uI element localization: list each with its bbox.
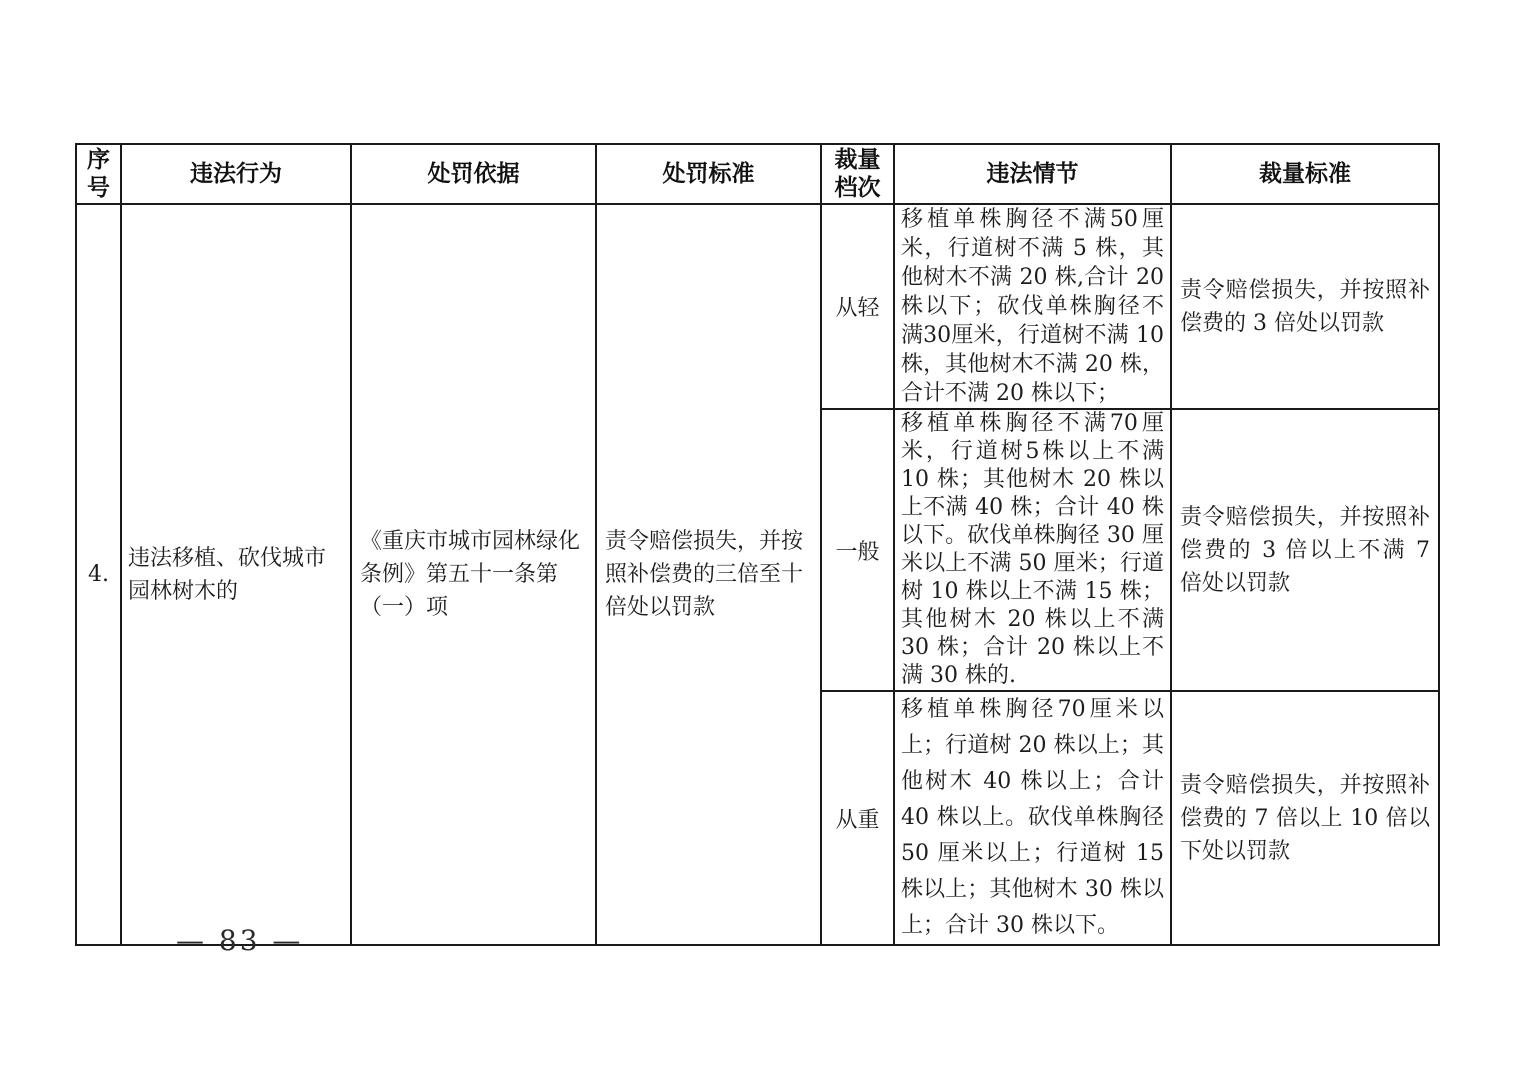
cell-discretion-light: 责令赔偿损失，并按照补偿费的 3 倍处以罚款: [1171, 204, 1439, 409]
cell-basis: 《重庆市城市园林绿化条例》第五十一条第（一）项: [351, 204, 596, 945]
cell-circumstances-heavy: 移植单株胸径70厘米以上；行道树 20 株以上；其他树木 40 株以上；合计 40 株以上。砍伐单株胸径 50 厘米以上；行道树 15 株以上；其他树木 30 株以上；合计 30 株以下。: [894, 691, 1171, 945]
cell-index: 4.: [76, 204, 121, 945]
col-header-circumstances: 违法情节: [894, 144, 1171, 204]
col-header-discretion: 裁量标准: [1171, 144, 1439, 204]
table-header-row: [76, 144, 1439, 204]
cell-behavior: 违法移植、砍伐城市园林树木的: [121, 204, 351, 945]
cell-tier-level-light: 从轻: [821, 204, 894, 409]
cell-tier-level-general: 一般: [821, 409, 894, 691]
page-number: — 83 —: [176, 924, 304, 957]
col-header-tier: 裁量档次: [821, 144, 894, 204]
col-header-behavior: 违法行为: [121, 144, 351, 204]
cell-discretion-general: 责令赔偿损失，并按照补偿费的 3 倍以上不满 7 倍处以罚款: [1171, 409, 1439, 691]
col-header-basis: 处罚依据: [351, 144, 596, 204]
penalty-discretion-table: [75, 143, 1440, 946]
cell-circumstances-general: 移植单株胸径不满70厘米，行道树5株以上不满 10 株；其他树木 20 株以上不满 40 株；合计 40 株以下。砍伐单株胸径 30 厘米以上不满 50 厘米；行道树 10 株以上不满 15 株；其他树木 20 株以上不满 30 株；合计 20 株以上不满 30 株的.: [894, 409, 1171, 691]
cell-circumstances-light: 移植单株胸径不满50厘米，行道树不满 5 株，其他树木不满 20 株,合计 20 株以下；砍伐单株胸径不满30厘米，行道树不满 10 株，其他树木不满 20 株，合计不满 20 株以下；: [894, 204, 1171, 409]
cell-tier-level-heavy: 从重: [821, 691, 894, 945]
col-header-standard: 处罚标准: [596, 144, 821, 204]
cell-discretion-heavy: 责令赔偿损失，并按照补偿费的 7 倍以上 10 倍以下处以罚款: [1171, 691, 1439, 945]
cell-standard: 责令赔偿损失，并按照补偿费的三倍至十倍处以罚款: [596, 204, 821, 945]
table-row: [76, 204, 1439, 409]
col-header-index: 序号: [76, 144, 121, 204]
